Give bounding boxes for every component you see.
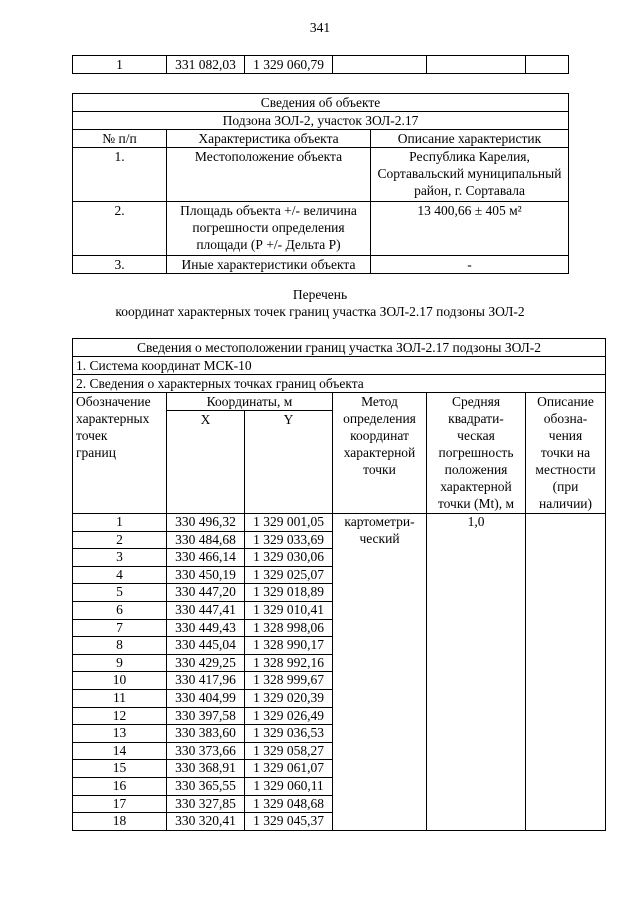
list-heading-title: Перечень (292, 287, 348, 302)
table-row (73, 56, 569, 74)
coordinates-title: Сведения о местоположении границ участка ЗОЛ-2.17 подзоны ЗОЛ-2 (73, 339, 606, 357)
coord-x: 330 320,41 (167, 813, 245, 831)
row-number: 1. (73, 148, 167, 202)
point-number: 6 (73, 601, 167, 619)
object-info-header-row (73, 130, 569, 148)
point-number: 1 (73, 514, 167, 532)
coord-x: 330 445,04 (167, 637, 245, 655)
point-number: 13 (73, 725, 167, 743)
object-info-subtitle: Подзона ЗОЛ-2, участок ЗОЛ-2.17 (73, 112, 569, 130)
coord-x: 330 466,14 (167, 549, 245, 567)
characteristic-name: Иные характеристики объекта (167, 256, 371, 274)
coord-y: 1 329 036,53 (245, 725, 333, 743)
characteristic-value: Республика Карелия, Сортавальский муниципальный район, г. Сортавала (371, 148, 569, 202)
coord-y: 1 329 060,79 (245, 56, 333, 74)
coord-x: 330 450,19 (167, 566, 245, 584)
coordinates-header-row (73, 393, 606, 411)
coordinate-system: 1. Система координат МСК-10 (73, 357, 606, 375)
coord-x: 330 417,96 (167, 672, 245, 690)
point-number: 18 (73, 813, 167, 831)
coord-x: 330 484,68 (167, 531, 245, 549)
coord-y: 1 329 058,27 (245, 742, 333, 760)
coord-y: 1 328 999,67 (245, 672, 333, 690)
point-number: 12 (73, 707, 167, 725)
point-number: 16 (73, 777, 167, 795)
coord-y: 1 329 033,69 (245, 531, 333, 549)
coord-x: 330 429,25 (167, 654, 245, 672)
coord-y: 1 329 026,49 (245, 707, 333, 725)
coord-x: 330 397,58 (167, 707, 245, 725)
point-number: 14 (73, 742, 167, 760)
description-empty (526, 514, 606, 831)
coord-x: 330 496,32 (167, 514, 245, 532)
coord-y: 1 329 060,11 (245, 777, 333, 795)
coord-y: 1 329 010,41 (245, 601, 333, 619)
header-description: Описание характеристик (371, 130, 569, 148)
header-characteristic: Характеристика объекта (167, 130, 371, 148)
characteristic-name: Местоположение объекта (167, 148, 371, 202)
characteristic-name: Площадь объекта +/- величина погрешности определения площади (Р +/- Дельта Р) (167, 202, 371, 256)
coord-x: 330 447,20 (167, 584, 245, 602)
header-description: Описание обозна- чения точки на местности (при наличии) (526, 393, 606, 514)
point-number: 1 (73, 56, 167, 74)
point-number: 7 (73, 619, 167, 637)
coord-x: 331 082,03 (167, 56, 245, 74)
coord-y: 1 329 018,89 (245, 584, 333, 602)
table-row (73, 514, 606, 532)
coord-y: 1 328 990,17 (245, 637, 333, 655)
coord-x: 330 383,60 (167, 725, 245, 743)
point-number: 17 (73, 795, 167, 813)
coord-y: 1 329 048,68 (245, 795, 333, 813)
coord-y: 1 329 061,07 (245, 760, 333, 778)
list-heading-subtitle: координат характерных точек границ участка ЗОЛ-2.17 подзоны ЗОЛ-2 (115, 304, 525, 319)
table-row (73, 148, 569, 202)
coord-x: 330 327,85 (167, 795, 245, 813)
header-x: X (167, 411, 245, 514)
coord-x: 330 365,55 (167, 777, 245, 795)
point-number: 11 (73, 689, 167, 707)
row-number: 2. (73, 202, 167, 256)
characteristic-value: - (371, 256, 569, 274)
point-number: 10 (73, 672, 167, 690)
point-number: 9 (73, 654, 167, 672)
coord-y: 1 329 030,06 (245, 549, 333, 567)
empty-cell (526, 56, 569, 74)
empty-cell (427, 56, 526, 74)
coordinates-table (72, 338, 606, 831)
table-row (73, 256, 569, 274)
point-number: 5 (73, 584, 167, 602)
point-number: 15 (73, 760, 167, 778)
method-value: картометри- ческий (333, 514, 427, 831)
coord-y: 1 328 992,16 (245, 654, 333, 672)
coord-y: 1 329 025,07 (245, 566, 333, 584)
accuracy-value: 1,0 (427, 514, 526, 831)
header-coordinates: Координаты, м (167, 393, 333, 411)
header-number: № п/п (73, 130, 167, 148)
point-number: 3 (73, 549, 167, 567)
coord-y: 1 329 020,39 (245, 689, 333, 707)
header-method: Метод определения координат характерной точки (333, 393, 427, 514)
coord-x: 330 447,41 (167, 601, 245, 619)
header-accuracy: Средняя квадрати- ческая погрешность положения характерной точки (Mt), м (427, 393, 526, 514)
coord-y: 1 329 001,05 (245, 514, 333, 532)
row-number: 3. (73, 256, 167, 274)
coord-x: 330 368,91 (167, 760, 245, 778)
carryover-table (72, 55, 569, 74)
coord-x: 330 449,43 (167, 619, 245, 637)
characteristic-value: 13 400,66 ± 405 м² (371, 202, 569, 256)
point-number: 2 (73, 531, 167, 549)
point-number: 8 (73, 637, 167, 655)
coord-y: 1 329 045,37 (245, 813, 333, 831)
object-info-table (72, 93, 569, 274)
table-row (73, 202, 569, 256)
object-info-title: Сведения об объекте (73, 94, 569, 112)
coord-x: 330 373,66 (167, 742, 245, 760)
empty-cell (333, 56, 427, 74)
header-designation: Обозначение характерных точек границ (73, 393, 167, 514)
coord-x: 330 404,99 (167, 689, 245, 707)
coord-y: 1 328 998,06 (245, 619, 333, 637)
header-y: Y (245, 411, 333, 514)
point-number: 4 (73, 566, 167, 584)
page-number: 341 (309, 20, 331, 35)
points-section-title: 2. Сведения о характерных точках границ объекта (73, 375, 606, 393)
